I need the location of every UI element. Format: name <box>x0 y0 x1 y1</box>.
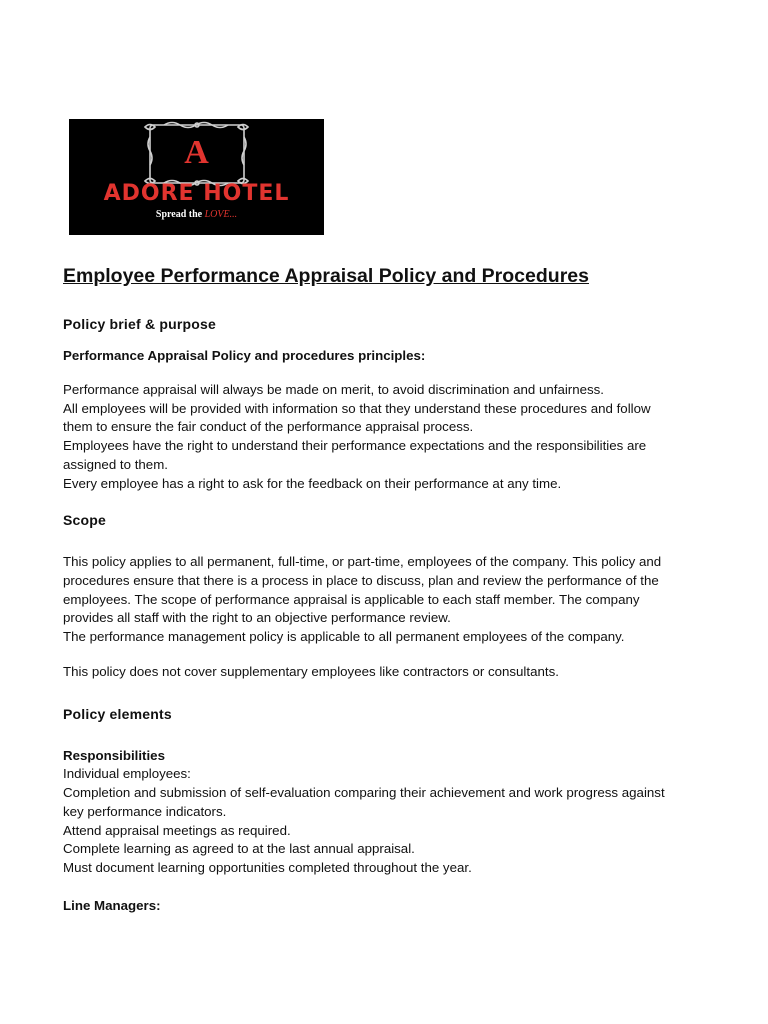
list-item: Individual employees: <box>63 766 191 782</box>
policy-elements-heading: Policy elements <box>63 706 172 723</box>
logo-letter: A <box>184 134 209 171</box>
list-item: Complete learning as agreed to at the last annual appraisal. <box>63 841 415 857</box>
paragraph-line: Employees have the right to understand their performance expectations and the responsibilities are <box>63 438 647 454</box>
scope-exclusion-text: This policy does not cover supplementary employees like contractors or consultants. <box>63 663 559 679</box>
scope-heading: Scope <box>63 512 107 529</box>
list-item: Attend appraisal meetings as required. <box>63 822 291 838</box>
paragraph-line: provides all staff with the right to an objective performance review. <box>63 610 451 626</box>
paragraph-line: Every employee has a right to ask for the feedback on their performance at any time. <box>63 475 562 491</box>
responsibilities-list <box>63 765 703 877</box>
document-title: Employee Performance Appraisal Policy and Procedures <box>63 265 589 287</box>
principles-paragraph <box>63 381 703 493</box>
paragraph-line: All employees will be provided with information so that they understand these procedures and follow <box>63 400 651 416</box>
paragraph-line: Performance appraisal will always be made on merit, to avoid discrimination and unfairness. <box>63 382 604 397</box>
paragraph-line: procedures ensure that there is a process in place to discuss, plan and review the performance of the <box>63 572 659 588</box>
paragraph-line: employees. The scope of performance appraisal is applicable to each staff member. The company <box>63 591 640 607</box>
logo-tagline-prefix: Spread the <box>155 209 205 220</box>
logo-tagline <box>69 209 324 221</box>
logo-brand-name: ADORE HOTEL <box>103 181 290 206</box>
logo-tagline-love: LOVE... <box>204 209 238 220</box>
policy-brief-heading: Policy brief & purpose <box>63 316 216 332</box>
paragraph-line: assigned to them. <box>63 456 168 472</box>
responsibilities-heading: Responsibilities <box>63 748 165 764</box>
list-item: key performance indicators. <box>63 803 227 819</box>
paragraph-line: This policy applies to all permanent, full-time, or part-time, employees of the company. This policy and <box>63 554 662 570</box>
paragraph-line: them to ensure the fair conduct of the performance appraisal process. <box>63 419 474 435</box>
list-item: Must document learning opportunities completed throughout the year. <box>63 859 472 875</box>
list-item: Completion and submission of self-evaluation comparing their achievement and work progress against <box>63 785 665 801</box>
document-body <box>63 262 703 915</box>
hotel-logo <box>69 119 324 235</box>
scope-paragraph <box>63 553 703 647</box>
line-managers-heading: Line Managers: <box>63 897 161 913</box>
paragraph-line: The performance management policy is applicable to all permanent employees of the company. <box>63 629 625 645</box>
principles-heading: Performance Appraisal Policy and procedures principles: <box>63 348 426 363</box>
